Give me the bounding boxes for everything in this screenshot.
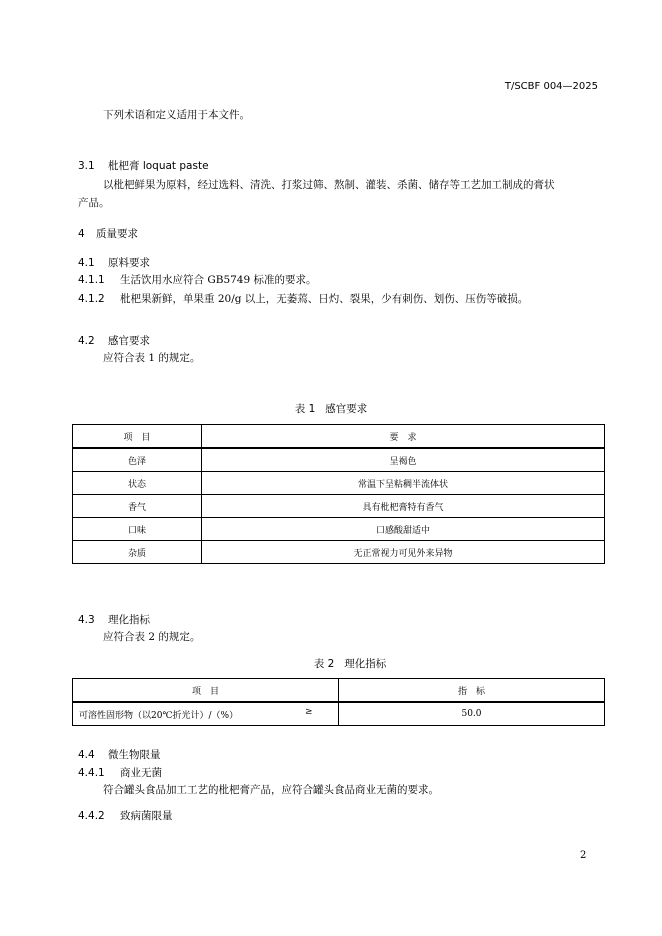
header-cell-requirement: 要 求 <box>202 425 605 449</box>
section-4-1-heading <box>78 255 150 270</box>
table-row <box>73 702 605 726</box>
section-number: 4.4 <box>78 749 95 761</box>
section-4-3-heading <box>78 612 150 627</box>
clause-number: 4.1.2 <box>78 293 105 305</box>
section-title: 质量要求 <box>96 228 138 240</box>
table-row <box>73 541 605 564</box>
section-title: 原料要求 <box>108 257 150 269</box>
page-number: 2 <box>580 850 587 861</box>
table-row <box>73 495 605 518</box>
section-4-2-heading <box>78 333 150 348</box>
section-number: 4 <box>78 228 85 240</box>
section-title: 感官要求 <box>108 335 150 347</box>
section-number: 4.4.1 <box>78 767 105 779</box>
section-4-4-1-heading <box>78 765 162 780</box>
row-value: 50.0 <box>339 702 605 726</box>
clause-4-1-1 <box>78 272 317 287</box>
section-3-1-heading <box>78 158 209 173</box>
header-cell-item: 项 目 <box>73 425 202 449</box>
section-number: 4.4.2 <box>78 810 105 822</box>
table-header-row <box>73 679 605 703</box>
table-2-caption <box>0 656 662 671</box>
definition-line-2: 产品。 <box>78 197 110 209</box>
row-item: 香气 <box>73 495 202 518</box>
section-4-4-2-heading <box>78 808 173 823</box>
table-2 <box>72 678 605 726</box>
caption-number: 表 1 <box>294 403 316 415</box>
section-4-4-1-text: 符合罐头食品加工工艺的枇杷膏产品，应符合罐头食品商业无菌的要求。 <box>103 784 439 796</box>
row-requirement: 口感酸甜适中 <box>202 518 605 541</box>
clause-text: 枇杷果新鲜，单果重 20/g 以上，无萎蔫、日灼、裂果，少有刺伤、划伤、压伤等破损。 <box>120 293 529 305</box>
clause-text: 生活饮用水应符合 GB5749 标准的要求。 <box>120 274 317 286</box>
section-title: 微生物限量 <box>108 749 161 761</box>
section-4-2-text: 应符合表 1 的规定。 <box>103 352 201 364</box>
row-item-cell <box>73 702 339 726</box>
table-row <box>73 518 605 541</box>
row-item: 口味 <box>73 518 202 541</box>
table-row <box>73 472 605 495</box>
document-code: T/SCBF 004—2025 <box>504 81 598 92</box>
clause-number: 4.1.1 <box>78 274 105 286</box>
section-4-3-text: 应符合表 2 的规定。 <box>103 631 201 643</box>
row-item: 状态 <box>73 472 202 495</box>
table-1-caption <box>0 401 662 416</box>
caption-title: 感官要求 <box>325 403 368 415</box>
header-cell-item: 项 目 <box>73 679 339 703</box>
section-number: 4.2 <box>78 335 95 347</box>
section-title: 枇杷膏 loquat paste <box>108 160 209 172</box>
row-requirement: 常温下呈粘稠半流体状 <box>202 472 605 495</box>
caption-number: 表 2 <box>313 658 335 670</box>
section-title: 理化指标 <box>108 614 150 626</box>
row-item: 杂质 <box>73 541 202 564</box>
section-number: 4.3 <box>78 614 95 626</box>
row-requirement: 具有枇杷膏特有香气 <box>202 495 605 518</box>
section-number: 4.1 <box>78 257 95 269</box>
header-cell-index: 指 标 <box>339 679 605 703</box>
row-item: 可溶性固形物（以20℃折光计）/（%） <box>79 710 239 721</box>
table-row <box>73 448 605 472</box>
section-4-heading <box>78 226 138 241</box>
definition-line-1: 以枇杷鲜果为原料，经过选料、清洗、打浆过筛、熬制、灌装、杀菌、储存等工艺加工制成的膏状 <box>103 179 555 191</box>
section-title: 商业无菌 <box>120 767 162 779</box>
caption-title: 理化指标 <box>344 658 387 670</box>
row-requirement: 呈褐色 <box>202 448 605 472</box>
row-item: 色泽 <box>73 448 202 472</box>
section-4-4-heading <box>78 747 161 762</box>
table-header-row <box>73 425 605 449</box>
section-number: 3.1 <box>78 160 95 172</box>
row-comparison-symbol: ≥ <box>305 707 313 717</box>
clause-4-1-2 <box>78 291 528 306</box>
table-1 <box>72 424 605 564</box>
intro-paragraph: 下列术语和定义适用于本文件。 <box>103 109 250 121</box>
row-requirement: 无正常视力可见外来异物 <box>202 541 605 564</box>
section-title: 致病菌限量 <box>120 810 173 822</box>
